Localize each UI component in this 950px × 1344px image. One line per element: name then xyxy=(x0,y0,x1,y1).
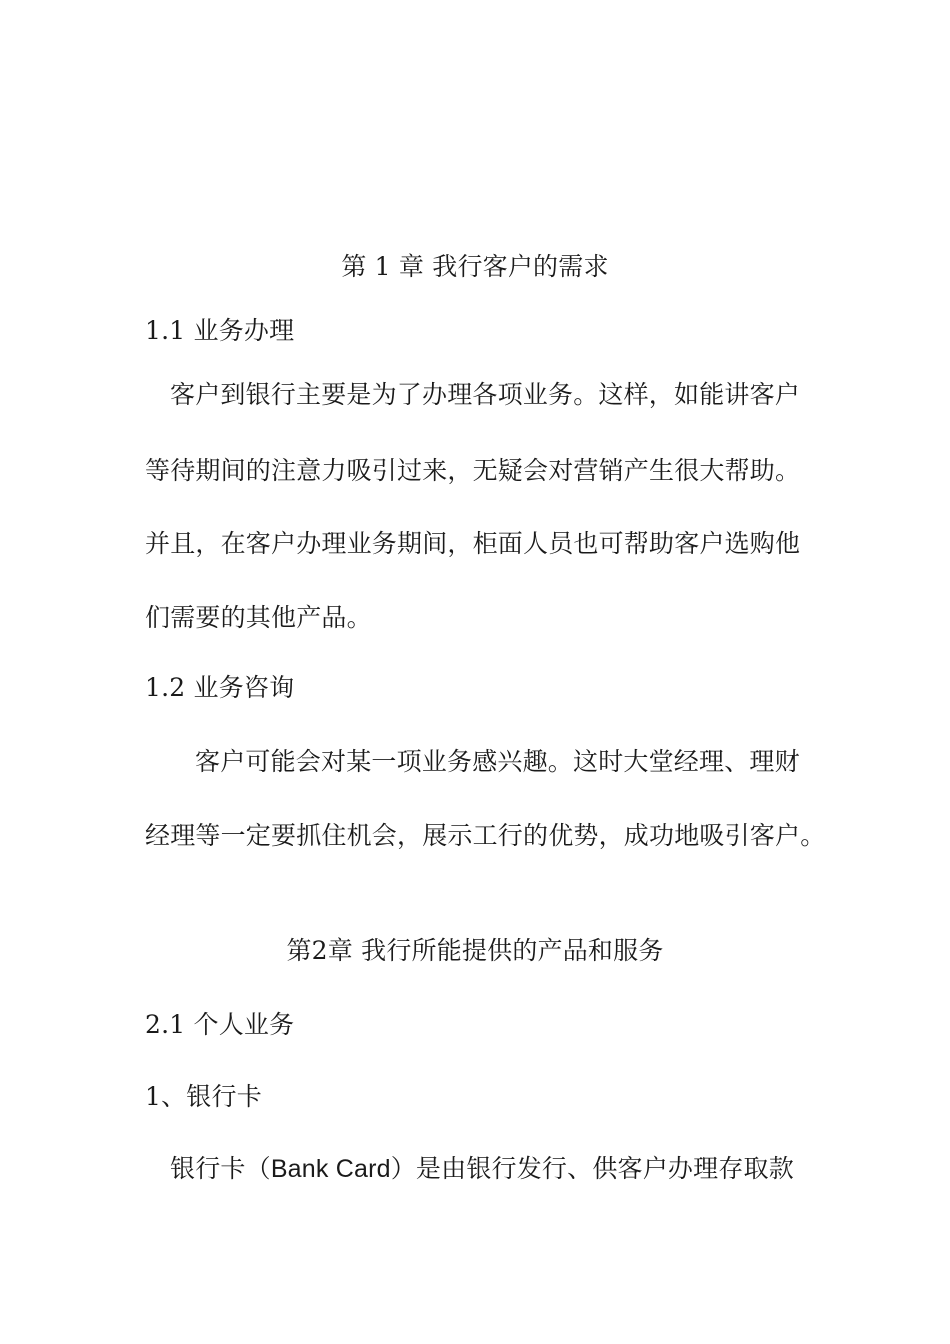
section-1-1-paragraph-line-4: 们需要的其他产品。 xyxy=(145,603,372,632)
chapter-2-title: 第2章 我行所能提供的产品和服务 xyxy=(286,936,664,965)
bank-card-line-prefix: 银行卡（ xyxy=(170,1154,271,1183)
section-1-1-paragraph-line-1: 客户到银行主要是为了办理各项业务。这样，如能讲客户 xyxy=(170,380,801,409)
item-bank-card-heading: 1、银行卡 xyxy=(145,1082,262,1111)
section-1-1-paragraph-line-2: 等待期间的注意力吸引过来，无疑会对营销产生很大帮助。 xyxy=(145,456,801,485)
bank-card-english-term: Bank Card xyxy=(270,1155,391,1183)
item-bank-card-paragraph-line-1 xyxy=(170,1152,835,1186)
section-1-1-paragraph-line-3: 并且，在客户办理业务期间，柜面人员也可帮助客户选购他 xyxy=(145,529,801,558)
section-1-2-heading: 1.2 业务咨询 xyxy=(145,673,295,702)
section-2-1-heading: 2.1 个人业务 xyxy=(145,1010,295,1039)
section-1-2-paragraph-line-1: 客户可能会对某一项业务感兴趣。这时大堂经理、理财 xyxy=(195,747,800,776)
section-1-2-paragraph-line-2: 经理等一定要抓住机会，展示工行的优势，成功地吸引客户。 xyxy=(145,821,826,850)
bank-card-line-suffix: ）是由银行发行、供客户办理存取款 xyxy=(390,1154,794,1183)
section-1-1-heading: 1.1 业务办理 xyxy=(145,316,295,345)
chapter-1-title: 第 1 章 我行客户的需求 xyxy=(341,252,609,281)
